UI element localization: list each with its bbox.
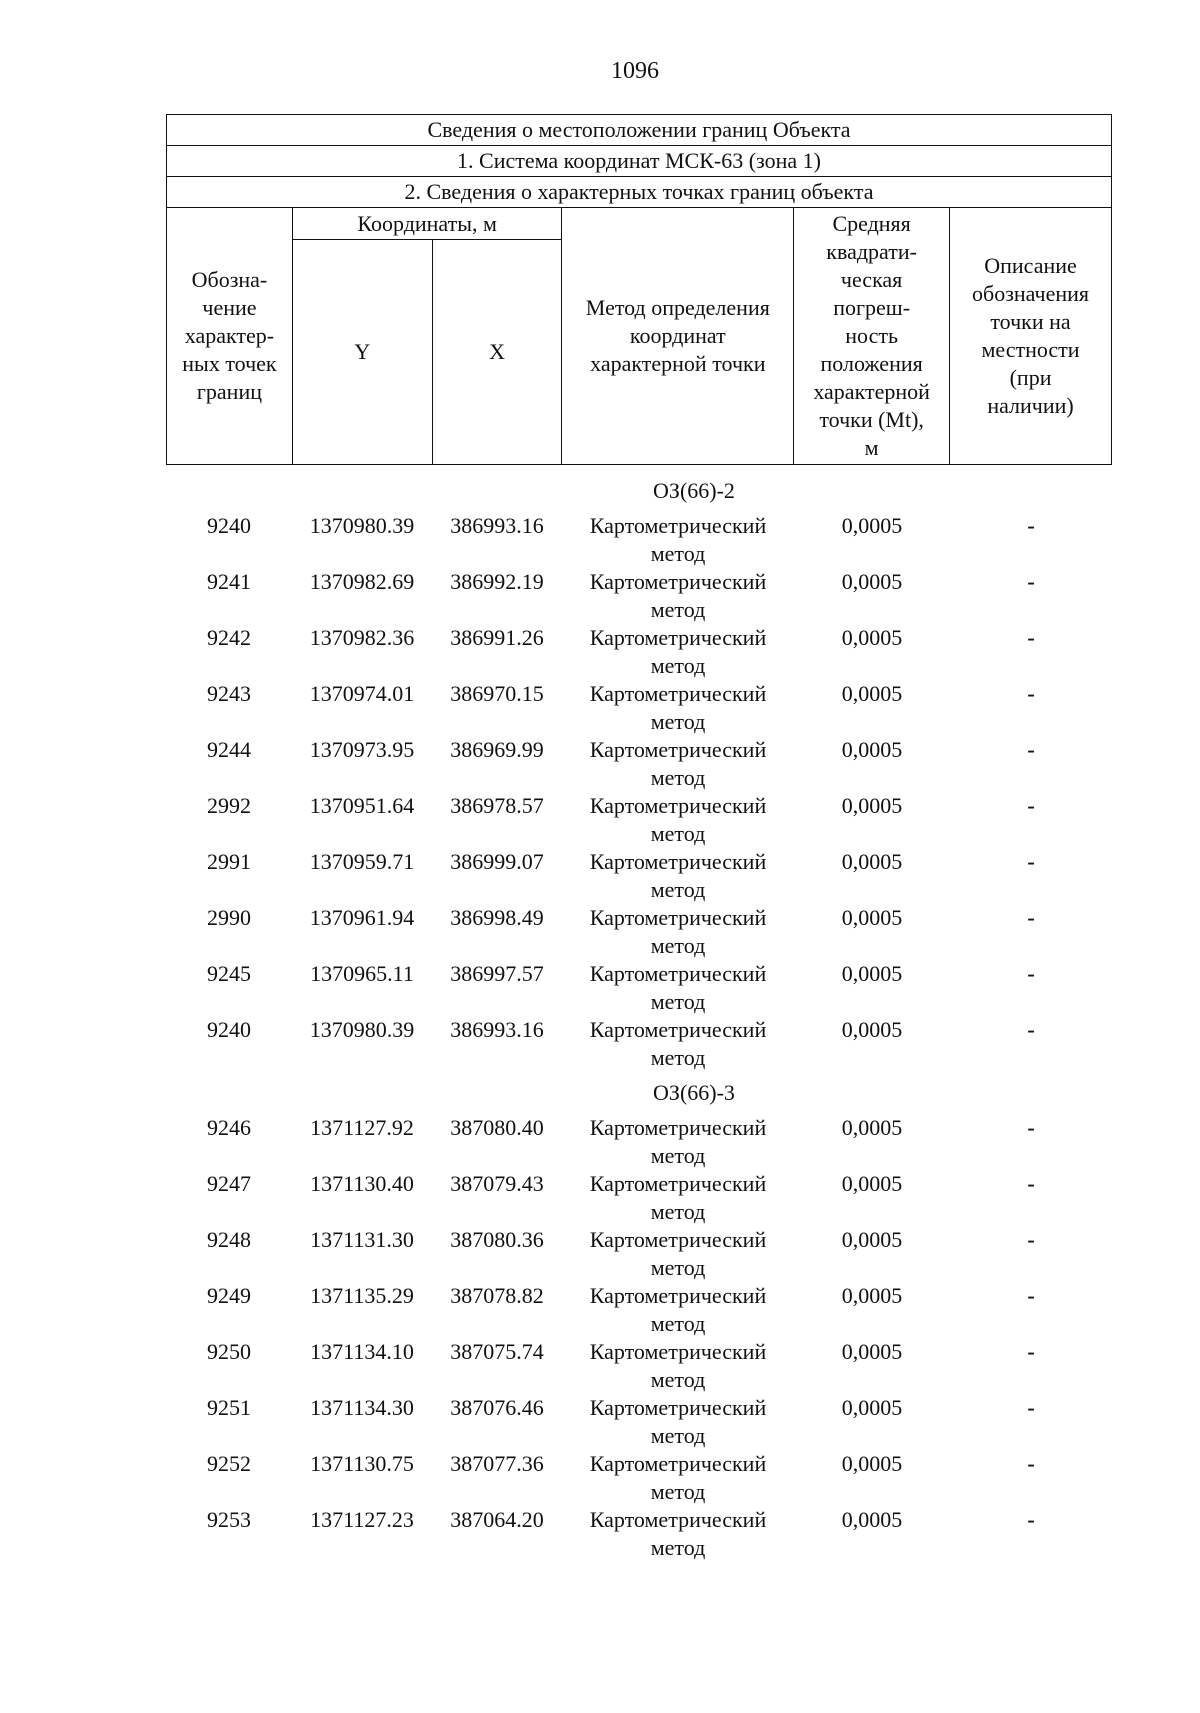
table-title: Сведения о местоположении границ Объекта bbox=[167, 115, 1112, 146]
point-error: 0,0005 bbox=[841, 1507, 903, 1532]
point-error: 0,0005 bbox=[841, 1171, 903, 1196]
point-x: 386993.16 bbox=[450, 513, 544, 538]
point-y: 1370973.95 bbox=[309, 737, 415, 762]
point-y: 1370982.69 bbox=[309, 569, 415, 594]
point-y: 1371134.30 bbox=[310, 1395, 414, 1420]
point-x: 387080.36 bbox=[450, 1227, 544, 1252]
table-row bbox=[166, 680, 1112, 736]
point-y: 1371134.10 bbox=[310, 1339, 414, 1364]
point-method: Картометрический метод bbox=[589, 1115, 767, 1168]
table-row bbox=[166, 960, 1112, 1016]
point-description: - bbox=[1027, 1171, 1035, 1196]
point-id: 9250 bbox=[207, 1339, 251, 1364]
point-x: 386978.57 bbox=[450, 793, 544, 818]
table-row bbox=[166, 1016, 1112, 1072]
col-error-header: Средняя квадрати- ческая погреш- ность положения характерной точки (Mt), м bbox=[794, 208, 950, 465]
table-row bbox=[166, 736, 1112, 792]
point-description: - bbox=[1027, 569, 1035, 594]
point-description: - bbox=[1027, 681, 1035, 706]
table-row bbox=[166, 1394, 1112, 1450]
point-x: 386998.49 bbox=[450, 905, 544, 930]
point-y: 1370965.11 bbox=[310, 961, 414, 986]
point-method: Картометрический метод bbox=[589, 793, 767, 846]
point-y: 1370982.36 bbox=[309, 625, 415, 650]
point-x: 386969.99 bbox=[450, 737, 544, 762]
point-id: 9242 bbox=[207, 625, 251, 650]
point-method: Картометрический метод bbox=[589, 1507, 767, 1560]
point-error: 0,0005 bbox=[841, 569, 903, 594]
point-method: Картометрический метод bbox=[589, 625, 767, 678]
point-description: - bbox=[1027, 737, 1035, 762]
point-error: 0,0005 bbox=[841, 905, 903, 930]
point-y: 1371127.23 bbox=[310, 1507, 414, 1532]
table-row bbox=[166, 1450, 1112, 1506]
table-row bbox=[166, 1338, 1112, 1394]
point-description: - bbox=[1027, 1017, 1035, 1042]
col-x-header: X bbox=[432, 240, 562, 465]
point-id: 9253 bbox=[207, 1507, 251, 1532]
point-error: 0,0005 bbox=[841, 513, 903, 538]
point-description: - bbox=[1027, 793, 1035, 818]
point-method: Картометрический метод bbox=[589, 1171, 767, 1224]
point-error: 0,0005 bbox=[841, 1115, 903, 1140]
points-body bbox=[166, 470, 1112, 1562]
point-method: Картометрический метод bbox=[589, 961, 767, 1014]
point-x: 386991.26 bbox=[450, 625, 544, 650]
point-description: - bbox=[1027, 1339, 1035, 1364]
point-x: 387076.46 bbox=[450, 1395, 544, 1420]
point-id: 9247 bbox=[207, 1171, 251, 1196]
point-method: Картометрический метод bbox=[589, 1451, 767, 1504]
table-row bbox=[166, 904, 1112, 960]
point-description: - bbox=[1027, 1115, 1035, 1140]
table-row bbox=[166, 1282, 1112, 1338]
point-method: Картометрический метод bbox=[589, 513, 767, 566]
point-id: 9246 bbox=[207, 1115, 251, 1140]
point-x: 386992.19 bbox=[450, 569, 544, 594]
page-number: 1096 bbox=[611, 58, 659, 84]
point-error: 0,0005 bbox=[841, 793, 903, 818]
col-y-header: Y bbox=[292, 240, 432, 465]
point-error: 0,0005 bbox=[841, 625, 903, 650]
point-description: - bbox=[1027, 1227, 1035, 1252]
point-x: 386970.15 bbox=[450, 681, 544, 706]
point-y: 1371131.30 bbox=[310, 1227, 414, 1252]
col-designation-header: Обозна- чение характер- ных точек границ bbox=[167, 208, 293, 465]
point-id: 2990 bbox=[207, 905, 251, 930]
col-description-header: Описание обозначения точки на местности (при наличии) bbox=[950, 208, 1112, 465]
point-y: 1371130.75 bbox=[310, 1451, 414, 1476]
point-id: 9251 bbox=[207, 1395, 251, 1420]
point-id: 9248 bbox=[207, 1227, 251, 1252]
point-x: 386997.57 bbox=[450, 961, 544, 986]
coordinate-system: 1. Система координат МСК-63 (зона 1) bbox=[167, 146, 1112, 177]
table-row bbox=[166, 1226, 1112, 1282]
point-error: 0,0005 bbox=[841, 1227, 903, 1252]
point-method: Картометрический метод bbox=[589, 1395, 767, 1448]
point-x: 387079.43 bbox=[450, 1171, 544, 1196]
point-description: - bbox=[1027, 1507, 1035, 1532]
point-description: - bbox=[1027, 905, 1035, 930]
table-row bbox=[166, 1506, 1112, 1562]
point-method: Картометрический метод bbox=[589, 1227, 767, 1280]
group-title: ОЗ(66)-3 bbox=[653, 1080, 735, 1105]
point-id: 2991 bbox=[207, 849, 251, 874]
point-y: 1371135.29 bbox=[310, 1283, 414, 1308]
section-title: 2. Сведения о характерных точках границ объекта bbox=[167, 177, 1112, 208]
table-row bbox=[166, 792, 1112, 848]
point-description: - bbox=[1027, 1283, 1035, 1308]
point-y: 1370961.94 bbox=[309, 905, 415, 930]
point-id: 9243 bbox=[207, 681, 251, 706]
point-x: 386999.07 bbox=[450, 849, 544, 874]
point-method: Картометрический метод bbox=[589, 905, 767, 958]
point-x: 387080.40 bbox=[450, 1115, 544, 1140]
point-x: 387078.82 bbox=[450, 1283, 544, 1308]
point-id: 9244 bbox=[207, 737, 251, 762]
group-title: ОЗ(66)-2 bbox=[653, 478, 735, 503]
header-table bbox=[166, 114, 1112, 465]
point-method: Картометрический метод bbox=[589, 737, 767, 790]
point-method: Картометрический метод bbox=[589, 1339, 767, 1392]
col-coordinates-header: Координаты, м bbox=[292, 208, 562, 240]
point-method: Картометрический метод bbox=[589, 849, 767, 902]
point-error: 0,0005 bbox=[841, 737, 903, 762]
points-table bbox=[166, 512, 1112, 1072]
point-y: 1370974.01 bbox=[309, 681, 415, 706]
point-x: 387064.20 bbox=[450, 1507, 544, 1532]
point-id: 2992 bbox=[207, 793, 251, 818]
point-x: 386993.16 bbox=[450, 1017, 544, 1042]
point-description: - bbox=[1027, 1395, 1035, 1420]
table-row bbox=[166, 1170, 1112, 1226]
col-method-header: Метод определения координат характерной точки bbox=[562, 208, 794, 465]
point-method: Картометрический метод bbox=[589, 681, 767, 734]
point-error: 0,0005 bbox=[841, 681, 903, 706]
table-row bbox=[166, 512, 1112, 568]
table-row bbox=[166, 1114, 1112, 1170]
table-row bbox=[166, 624, 1112, 680]
point-id: 9245 bbox=[207, 961, 251, 986]
point-error: 0,0005 bbox=[841, 961, 903, 986]
point-y: 1370980.39 bbox=[309, 1017, 415, 1042]
point-x: 387077.36 bbox=[450, 1451, 544, 1476]
point-error: 0,0005 bbox=[841, 849, 903, 874]
point-id: 9240 bbox=[207, 1017, 251, 1042]
point-y: 1370980.39 bbox=[309, 513, 415, 538]
point-id: 9249 bbox=[207, 1283, 251, 1308]
point-y: 1370959.71 bbox=[309, 849, 415, 874]
point-error: 0,0005 bbox=[841, 1395, 903, 1420]
point-y: 1371127.92 bbox=[310, 1115, 414, 1140]
points-table bbox=[166, 1114, 1112, 1562]
point-error: 0,0005 bbox=[841, 1283, 903, 1308]
point-description: - bbox=[1027, 625, 1035, 650]
point-method: Картометрический метод bbox=[589, 569, 767, 622]
point-y: 1370951.64 bbox=[309, 793, 415, 818]
point-id: 9241 bbox=[207, 569, 251, 594]
table-row bbox=[166, 848, 1112, 904]
point-x: 387075.74 bbox=[450, 1339, 544, 1364]
point-description: - bbox=[1027, 849, 1035, 874]
point-description: - bbox=[1027, 513, 1035, 538]
point-id: 9240 bbox=[207, 513, 251, 538]
point-error: 0,0005 bbox=[841, 1017, 903, 1042]
point-description: - bbox=[1027, 961, 1035, 986]
point-error: 0,0005 bbox=[841, 1339, 903, 1364]
point-method: Картометрический метод bbox=[589, 1017, 767, 1070]
table-row bbox=[166, 568, 1112, 624]
point-error: 0,0005 bbox=[841, 1451, 903, 1476]
point-description: - bbox=[1027, 1451, 1035, 1476]
point-id: 9252 bbox=[207, 1451, 251, 1476]
point-y: 1371130.40 bbox=[310, 1171, 414, 1196]
point-method: Картометрический метод bbox=[589, 1283, 767, 1336]
